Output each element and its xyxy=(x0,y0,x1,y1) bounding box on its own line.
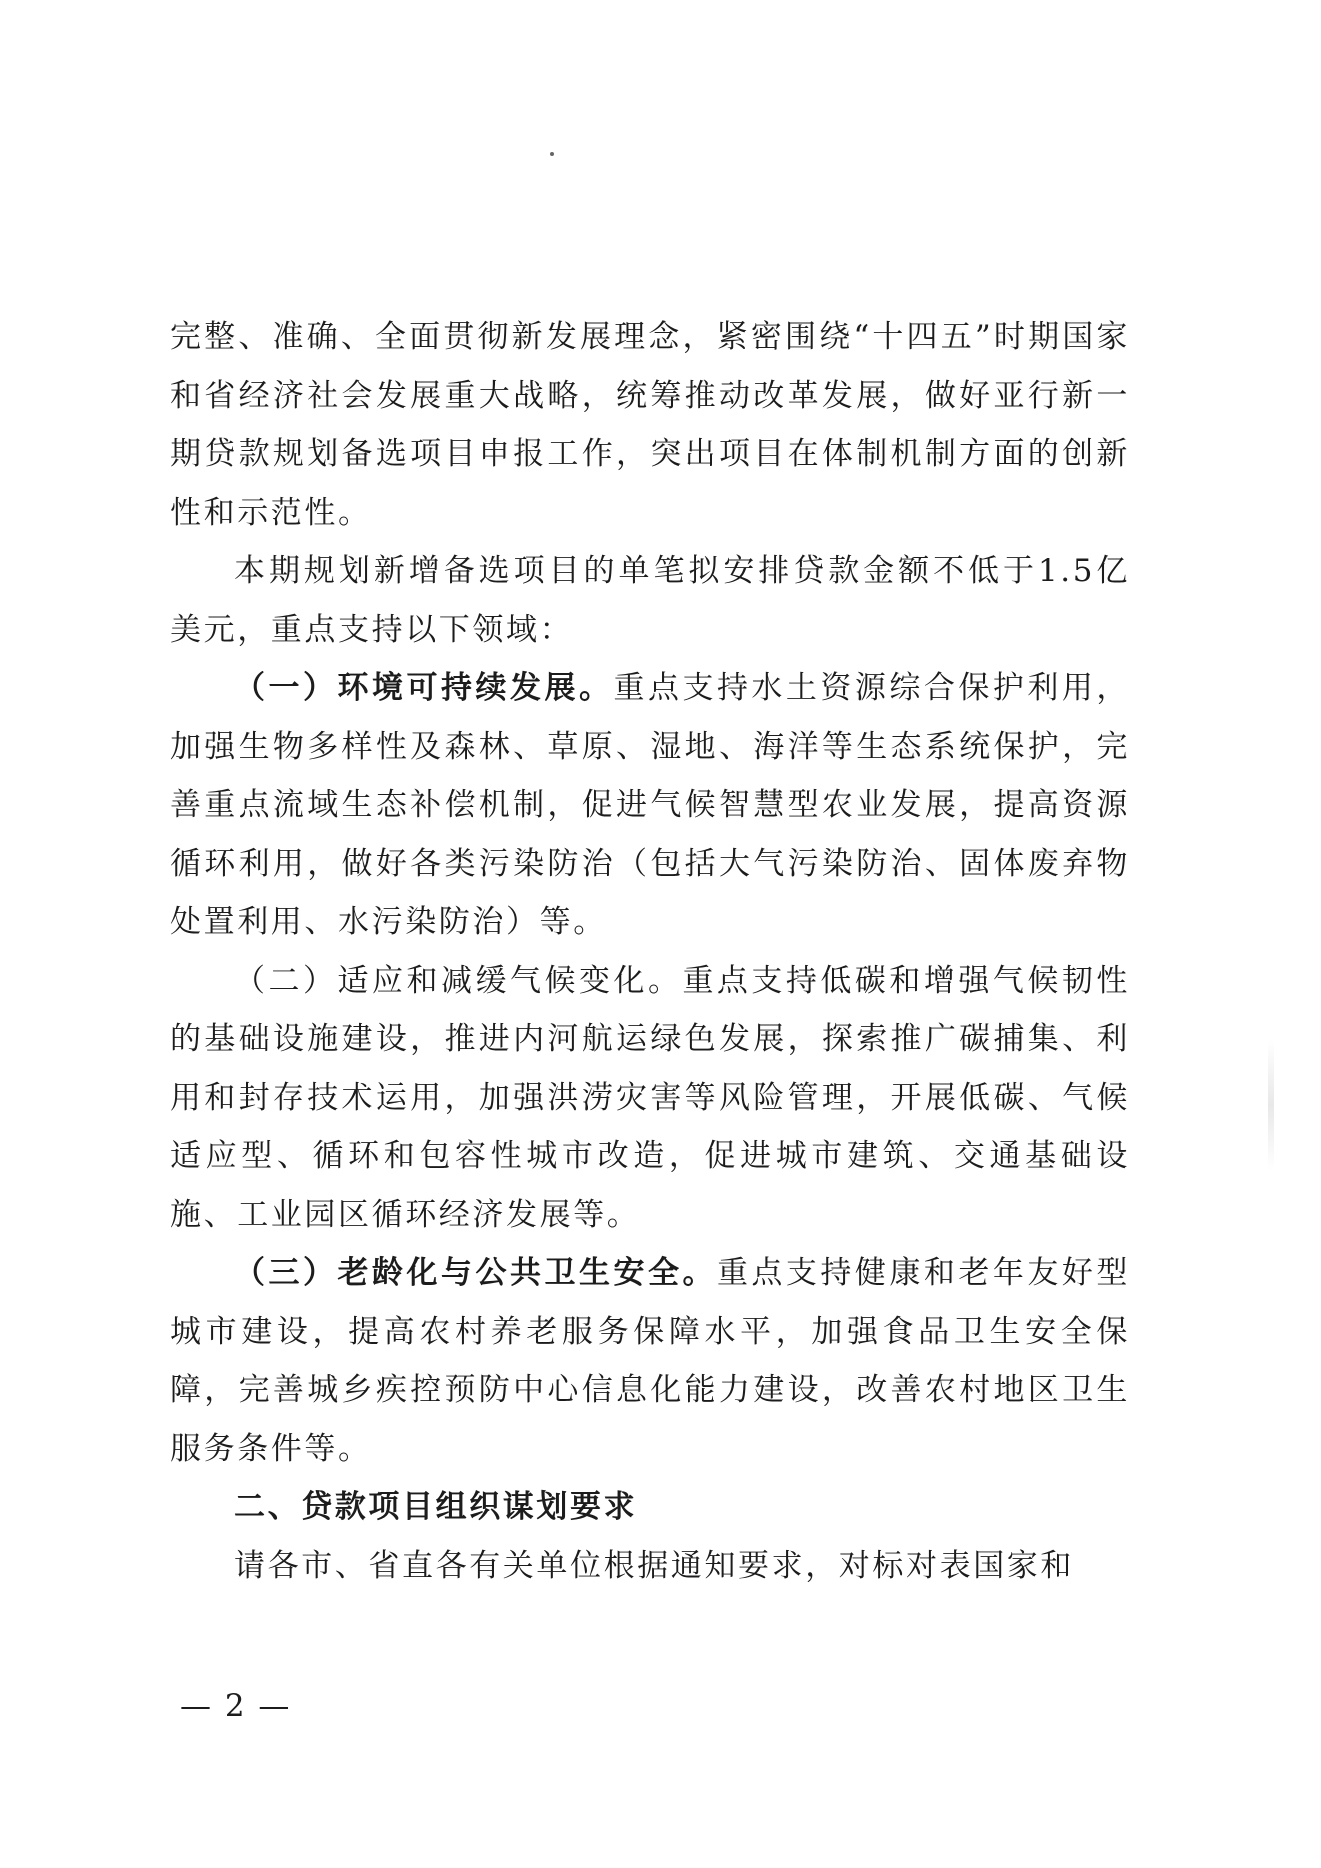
section-heading: 二、贷款项目组织谋划要求 xyxy=(234,1489,638,1525)
paragraph-2 xyxy=(170,542,1130,659)
paragraph-3 xyxy=(170,659,1130,952)
closing-paragraph: 请各市、省直各有关单位根据通知要求，对标对表国家和 xyxy=(234,1547,1074,1584)
scan-speck xyxy=(550,152,554,156)
paragraph-1-text: 完整、准确、全面贯彻新发展理念，紧密围绕“十四五”时期国家和省经济社会发展重大战略，统筹推动改革发展，做好亚行新一期贷款规划备选项目申报工作，突出项目在体制机制方面的创新性和示范性。 xyxy=(170,319,1130,531)
paragraph-4 xyxy=(170,952,1130,1245)
paragraph-5 xyxy=(170,1244,1130,1478)
paragraph-1 xyxy=(170,308,1130,542)
document-body xyxy=(170,308,1130,1595)
page-number: — 2 — xyxy=(180,1688,292,1724)
paragraph-5-lead: （三）老龄化与公共卫生安全。 xyxy=(234,1255,717,1291)
scan-artifact xyxy=(1268,1040,1274,1170)
paragraph-2-text: 本期规划新增备选项目的单笔拟安排贷款金额不低于1.5亿美元，重点支持以下领域： xyxy=(170,553,1130,648)
paragraph-5-text: 重点支持健康和老年友好型城市建设，提高农村养老服务保障水平，加强食品卫生安全保障，完善城乡疾控预防中心信息化能力建设，改善农村地区卫生服务条件等。 xyxy=(170,1255,1130,1467)
paragraph-3-lead: （一）环境可持续发展。 xyxy=(234,670,614,706)
paragraph-3-text: 重点支持水土资源综合保护利用，加强生物多样性及森林、草原、湿地、海洋等生态系统保护，完善重点流域生态补偿机制，促进气候智慧型农业发展，提高资源循环利用，做好各类污染防治（包括大气污染防治、固体废弃物处置利用、水污染防治）等。 xyxy=(170,670,1130,940)
paragraph-4-text: （二）适应和减缓气候变化。重点支持低碳和增强气候韧性的基础设施建设，推进内河航运绿色发展，探索推广碳捕集、利用和封存技术运用，加强洪涝灾害等风险管理，开展低碳、气候适应型、循环和包容性城市改造，促进城市建筑、交通基础设施、工业园区循环经济发展等。 xyxy=(170,962,1130,1233)
